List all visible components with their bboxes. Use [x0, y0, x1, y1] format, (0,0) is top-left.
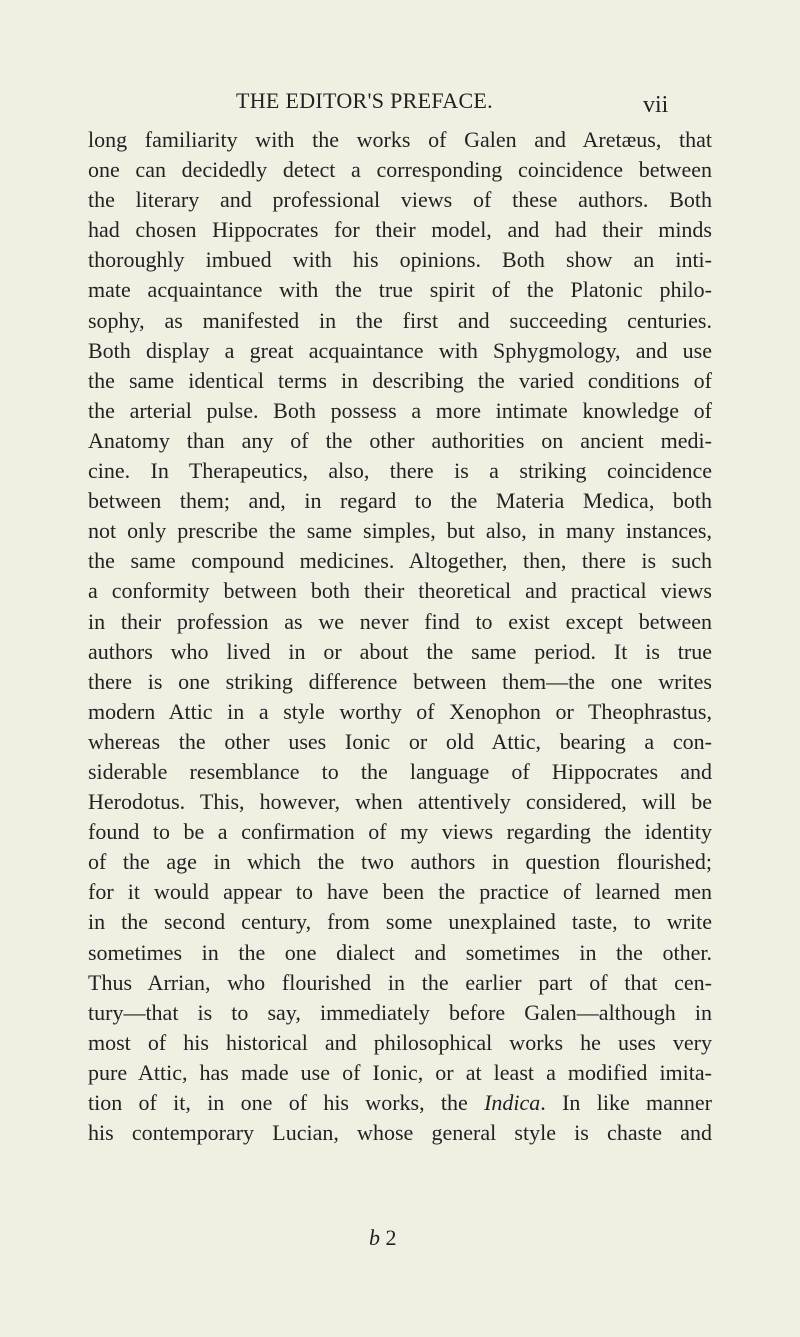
text-line: between them; and, in regard to the Materia Medica, both [88, 488, 712, 514]
text-line: mate acquaintance with the true spirit of the Platonic philo- [88, 277, 712, 303]
text-line: in their profession as we never find to exist except between [88, 608, 712, 634]
signature-number: 2 [385, 1225, 397, 1250]
running-head [0, 88, 800, 118]
text-line: pure Attic, has made use of Ionic, or at least a modified imita- [88, 1059, 712, 1085]
text-line: Anatomy than any of the other authorities on ancient medi- [88, 427, 712, 453]
signature-mark [369, 1225, 397, 1251]
text-line: whereas the other uses Ionic or old Attic, bearing a con- [88, 728, 712, 754]
text-line: Both display a great acquaintance with Sphygmology, and use [88, 337, 712, 363]
text-line: cine. In Therapeutics, also, there is a striking coincidence [88, 458, 712, 484]
text-line: one can decidedly detect a corresponding coincidence between [88, 157, 712, 183]
text-line: modern Attic in a style worthy of Xenophon or Theophrastus, [88, 698, 712, 724]
text-line: the same compound medicines. Altogether, then, there is such [88, 548, 712, 574]
page-number: vii [643, 92, 669, 118]
text-line: not only prescribe the same simples, but also, in many instances, [88, 518, 712, 544]
text-line: sophy, as manifested in the first and succeeding centuries. [88, 307, 712, 333]
text-line: tury—that is to say, immediately before Galen—although in [88, 999, 712, 1025]
text-segment: . In like manner [540, 1090, 712, 1115]
text-line: his contemporary Lucian, whose general style is chaste and [88, 1120, 712, 1146]
italic-title-indica: Indica [484, 1090, 541, 1115]
text-line: a conformity between both their theoretical and practical views [88, 578, 712, 604]
text-line: had chosen Hippocrates for their model, and had their minds [88, 217, 712, 243]
text-line: the literary and professional views of these authors. Both [88, 187, 712, 213]
text-line: Herodotus. This, however, when attentively considered, will be [88, 789, 712, 815]
text-line: the same identical terms in describing the varied conditions of [88, 367, 712, 393]
text-line: the arterial pulse. Both possess a more intimate knowledge of [88, 397, 712, 423]
text-line: Thus Arrian, who flourished in the earlier part of that cen- [88, 969, 712, 995]
text-line-indica [88, 1088, 712, 1118]
text-line: of the age in which the two authors in question flourished; [88, 849, 712, 875]
text-line: sometimes in the one dialect and sometimes in the other. [88, 939, 712, 965]
text-line: authors who lived in or about the same period. It is true [88, 638, 712, 664]
text-line: there is one striking difference between them—the one writes [88, 668, 712, 694]
text-line: in the second century, from some unexplained taste, to write [88, 909, 712, 935]
text-segment: tion of it, in one of his works, the [88, 1090, 485, 1115]
text-line: long familiarity with the works of Galen and Aretæus, that [88, 127, 712, 152]
text-line: found to be a confirmation of my views regarding the identity [88, 819, 712, 845]
text-line: most of his historical and philosophical works he uses very [88, 1029, 712, 1055]
signature-letter: b [369, 1225, 380, 1250]
text-line: thoroughly imbued with his opinions. Both show an inti- [88, 247, 712, 273]
text-line: for it would appear to have been the practice of learned men [88, 879, 712, 905]
text-line: siderable resemblance to the language of Hippocrates and [88, 758, 712, 784]
running-head-title: THE EDITOR'S PREFACE. [236, 88, 493, 113]
body-text [88, 125, 712, 1148]
